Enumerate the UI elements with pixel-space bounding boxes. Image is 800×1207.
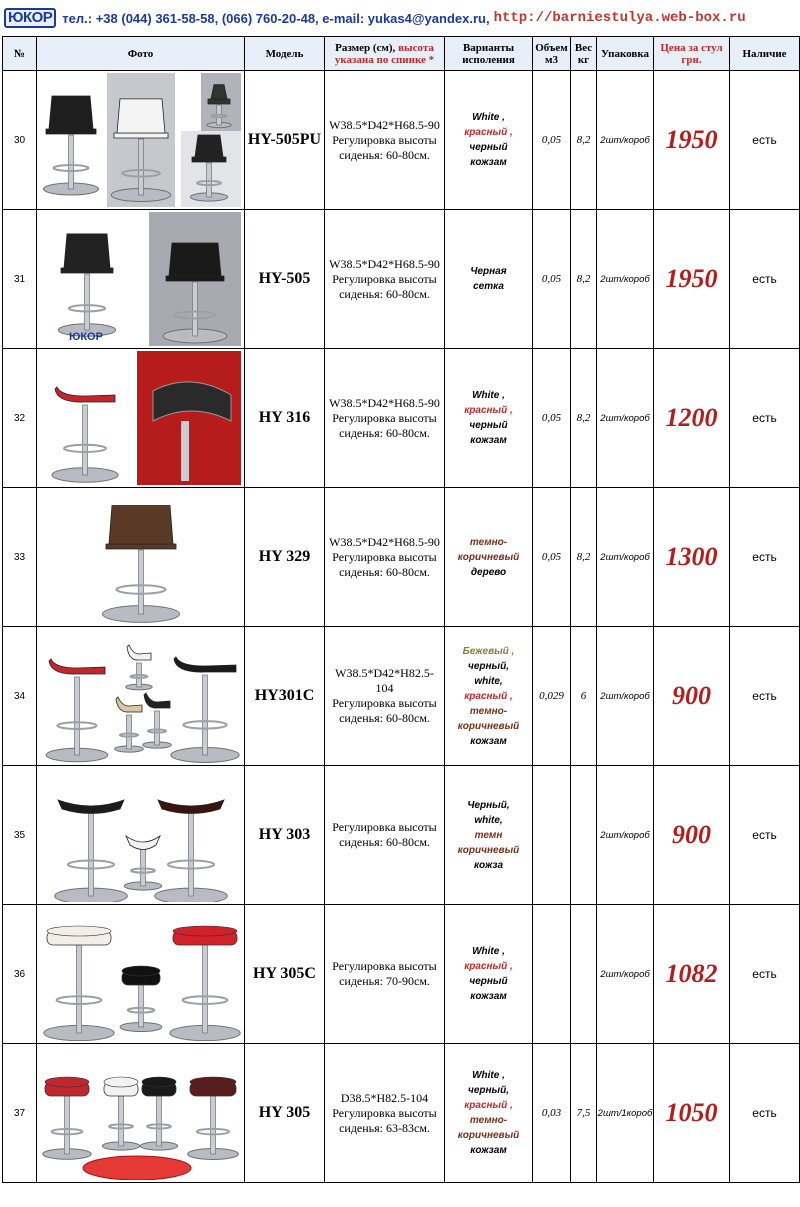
variant-option: кожзам [470,991,507,1002]
price-value: 1200 [654,349,730,488]
variant-option: White , [472,390,505,401]
variant-option: Черный, [467,799,510,811]
variant-option: White , [472,112,505,123]
table-row-30 [3,71,800,210]
model-name: HY 305C [245,905,325,1044]
website-link[interactable]: http://barniestulya.web-box.ru [493,10,746,26]
height-adjustment: Регулировка высоты сиденья: 60-80см. [332,549,437,579]
price-list-table [2,36,800,1183]
product-photo-black-white-pu-bar-stools [37,71,245,210]
dimensions: W38.5*D42*H82.5-104 [335,666,434,695]
col-size-header [325,37,445,71]
variant-option: красный , [464,1100,513,1111]
variant-option: красный , [464,961,513,972]
variant-option: темн [474,829,503,841]
weight-value: 8,2 [571,71,597,210]
variant-option: черный [469,142,508,153]
brown-wood-bar-stool-image [41,490,241,624]
variant-option: white, [474,675,503,687]
height-adjustment: Регулировка высоты сиденья: 60-80см. [332,410,437,440]
variant-option: White , [472,946,505,957]
height-adjustment: Регулировка высоты сиденья: 60-80см. [332,132,437,162]
package-value: 2шт/короб [597,349,654,488]
availability-value: есть [730,1044,800,1183]
price-value: 900 [654,766,730,905]
variant-option: кожзам [470,157,507,168]
package-value: 2шт/короб [597,210,654,349]
availability-value: есть [730,627,800,766]
size-cell [325,905,445,1044]
dimensions: W38.5*D42*H68.5-90 [329,534,440,549]
table-row-36 [3,905,800,1044]
row-number: 30 [3,71,37,210]
row-number: 35 [3,766,37,905]
col-volume-header: Объем м3 [533,37,571,71]
row-number: 32 [3,349,37,488]
col-price-header [654,37,730,71]
volume-value: 0,029 [533,627,571,766]
height-adjustment: Регулировка высоты сиденья: 60-80см. [332,820,437,849]
variant-option: коричневый [457,1130,520,1141]
package-value: 2шт/короб [597,488,654,627]
variant-option: темно- [469,536,508,548]
col-package-header: Упаковка [597,37,654,71]
availability-value: есть [730,71,800,210]
company-logo: ЮКОР [4,8,56,28]
price-value: 1950 [654,210,730,349]
row-number: 37 [3,1044,37,1183]
col-availability-header: Наличие [730,37,800,71]
product-photo-brown-wood-bar-stool [37,488,245,627]
variant-option: черный [469,420,508,431]
product-photo-multicolor-bar-stools [37,627,245,766]
col-model-header: Модель [245,37,325,71]
black-white-pu-bar-stools-image [41,73,241,207]
row-number: 36 [3,905,37,1044]
product-photo-saddle-bar-stools [37,766,245,905]
table-row-33 [3,488,800,627]
availability-value: есть [730,905,800,1044]
dimensions: W38.5*D42*H68.5-90 [329,395,440,410]
model-name: HY 305 [245,1044,325,1183]
dimensions: W38.5*D42*H68.5-90 [329,117,440,132]
volume-value: 0,05 [533,488,571,627]
col-photo-header: Фото [37,37,245,71]
table-row-35 [3,766,800,905]
page-header [0,0,800,36]
variant-option: темно- [469,1115,508,1126]
table-row-37 [3,1044,800,1183]
variant-option: черный, [468,1085,509,1096]
variant-option: кожзам [470,1145,507,1156]
row-number: 34 [3,627,37,766]
size-cell [325,488,445,627]
model-name: HY-505 [245,210,325,349]
product-photo-round-cushion-bar-stools [37,905,245,1044]
round-cushion-bar-stools-image [41,907,241,1041]
model-name: HY 316 [245,349,325,488]
availability-value: есть [730,766,800,905]
height-adjustment: Регулировка высоты сиденья: 60-80см. [332,271,437,301]
volume-value [533,905,571,1044]
package-value: 2шт/короб [597,766,654,905]
saddle-bar-stools-image [41,768,241,902]
volume-value [533,766,571,905]
availability-value: есть [730,488,800,627]
availability-value: есть [730,349,800,488]
multicolor-bar-stools-image [41,629,241,763]
col-size-header-main: Размер (см), [335,41,396,54]
volume-value: 0,05 [533,71,571,210]
variants-cell [445,488,533,627]
volume-value: 0,05 [533,349,571,488]
contact-info: тел.: +38 (044) 361-58-58, (066) 760-20-48, e-mail: yukas4@yandex.ru, [62,10,490,26]
price-value: 900 [654,627,730,766]
variants-cell [445,1044,533,1183]
variant-option: сетка [473,281,504,292]
size-cell [325,627,445,766]
weight-value: 7,5 [571,1044,597,1183]
product-photo-red-black-bar-stools [37,349,245,488]
variants-cell [445,905,533,1044]
weight-value: 8,2 [571,349,597,488]
table-row-34 [3,627,800,766]
variants-cell [445,210,533,349]
variant-option: кожзам [470,435,507,446]
table-row-32 [3,349,800,488]
size-cell [325,349,445,488]
model-name: HY-505PU [245,71,325,210]
variant-option: черный [469,976,508,987]
col-variants-header: Варианты исполения [445,37,533,71]
col-size-header-note: высота указана по спинке * [334,41,435,66]
variant-option: красный , [464,127,513,138]
variant-option: white, [474,814,503,826]
model-name: HY 303 [245,766,325,905]
round-seat-bar-stools-image [41,1046,241,1180]
weight-value [571,766,597,905]
dimensions: D38.5*H82.5-104 [340,1090,429,1105]
height-adjustment: Регулировка высоты сиденья: 63-83см. [332,1105,437,1135]
svg-text:ЮКОР: ЮКОР [68,331,103,343]
table-row-31 [3,210,800,349]
size-cell [325,210,445,349]
variant-option: красный , [464,690,513,702]
availability-value: есть [730,210,800,349]
variant-option: кожза [473,859,504,871]
variants-cell [445,349,533,488]
weight-value: 6 [571,627,597,766]
price-value: 1950 [654,71,730,210]
variant-option: красный , [464,405,513,416]
price-value: 1082 [654,905,730,1044]
table-header-row [3,37,800,71]
variant-option: коричневый [457,551,520,563]
dimensions: W38.5*D42*H68.5-90 [329,256,440,271]
size-cell [325,1044,445,1183]
variant-option: темно- [469,705,508,717]
row-number: 33 [3,488,37,627]
weight-value: 8,2 [571,488,597,627]
size-cell [325,766,445,905]
variants-cell [445,71,533,210]
model-name: HY301C [245,627,325,766]
product-photo-black-mesh-bar-stools [37,210,245,349]
variants-cell [445,766,533,905]
model-name: HY 329 [245,488,325,627]
variant-option: коричневый [457,720,520,732]
variant-option: дерево [470,566,507,578]
variants-cell [445,627,533,766]
variant-option: коричневый [457,844,520,856]
variant-option: кожзам [470,735,507,747]
variant-option: Черная [470,266,507,277]
row-number: 31 [3,210,37,349]
package-value: 2шт/короб [597,627,654,766]
col-price-header-label: Цена за стул грн. [660,41,723,66]
black-mesh-bar-stools-image [41,212,241,346]
volume-value: 0,03 [533,1044,571,1183]
package-value: 2шт/короб [597,905,654,1044]
weight-value: 8,2 [571,210,597,349]
height-adjustment: Регулировка высоты сиденья: 70-90см. [332,959,437,988]
package-value: 2шт/1короб [597,1044,654,1183]
price-value: 1050 [654,1044,730,1183]
col-weight-header: Вес кг [571,37,597,71]
variant-option: White , [472,1070,505,1081]
package-value: 2шт/короб [597,71,654,210]
price-value: 1300 [654,488,730,627]
variant-option: черный, [468,660,509,672]
col-num-header: № [3,37,37,71]
variant-option: Бежевый , [462,645,515,657]
size-cell [325,71,445,210]
product-photo-round-seat-bar-stools [37,1044,245,1183]
weight-value [571,905,597,1044]
height-adjustment: Регулировка высоты сиденья: 60-80см. [332,696,437,725]
volume-value: 0,05 [533,210,571,349]
red-black-bar-stools-image [41,351,241,485]
